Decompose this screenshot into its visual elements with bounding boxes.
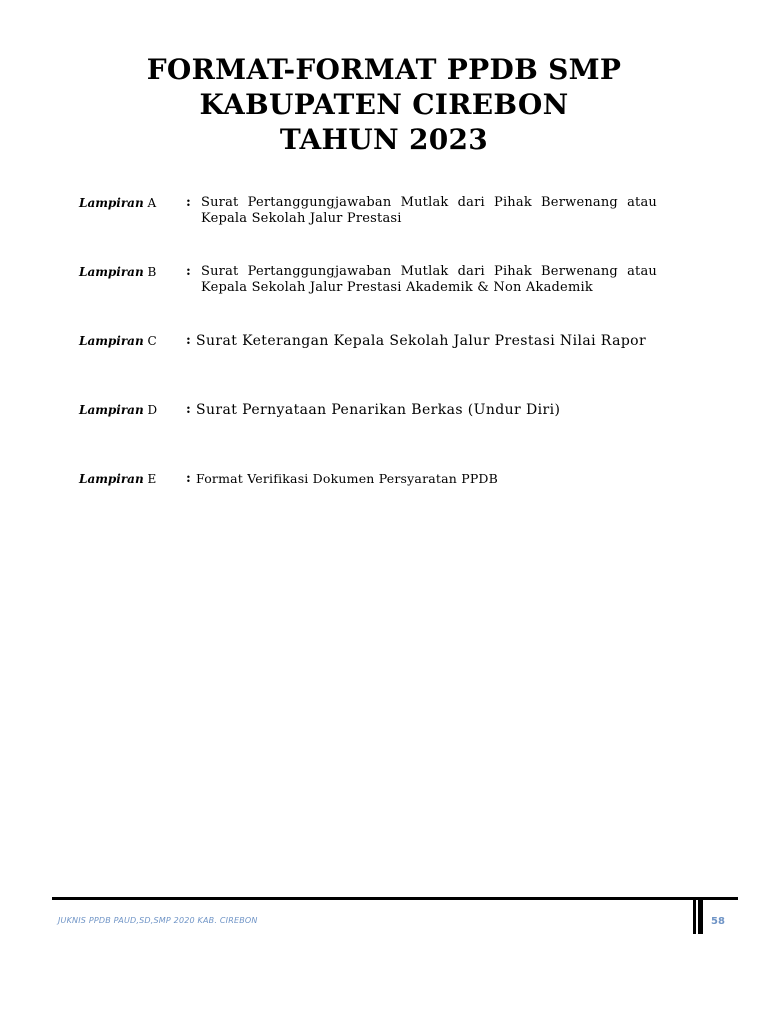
footer-text: JUKNIS PPDB PAUD,SD,SMP 2020 KAB. CIREBON bbox=[58, 916, 258, 925]
lampiran-word: Lampiran bbox=[79, 403, 144, 417]
lampiran-description: Surat Pernyataan Penarikan Berkas (Undur Diri) bbox=[196, 402, 561, 418]
lampiran-letter: B bbox=[147, 265, 157, 279]
lampiran-description: Surat Keterangan Kepala Sekolah Jalur Prestasi Nilai Rapor bbox=[196, 333, 647, 349]
lampiran-colon: : bbox=[186, 195, 191, 210]
lampiran-colon: : bbox=[186, 402, 191, 417]
lampiran-word: Lampiran bbox=[79, 472, 144, 486]
lampiran-label bbox=[79, 402, 183, 418]
lampiran-letter: A bbox=[147, 196, 157, 210]
lampiran-letter: C bbox=[147, 334, 157, 348]
lampiran-description: Surat Pertanggungjawaban Mutlak dari Pihak Berwenang atau Kepala Sekolah Jalur Prestasi Akademik & Non Akademik bbox=[201, 264, 657, 295]
title-line-3: TAHUN 2023 bbox=[279, 123, 489, 156]
lampiran-letter: D bbox=[147, 403, 158, 417]
title-line-1: FORMAT-FORMAT PPDB SMP bbox=[146, 53, 622, 86]
lampiran-description: Surat Pertanggungjawaban Mutlak dari Pihak Berwenang atau Kepala Sekolah Jalur Prestasi bbox=[201, 195, 657, 226]
title-line-2: KABUPATEN CIREBON bbox=[199, 88, 569, 121]
lampiran-label bbox=[79, 264, 183, 280]
lampiran-word: Lampiran bbox=[79, 196, 144, 210]
lampiran-label bbox=[79, 471, 183, 487]
lampiran-label bbox=[79, 333, 183, 349]
lampiran-letter: E bbox=[147, 472, 157, 486]
footer-divider bbox=[52, 897, 738, 900]
footer-bar-thin bbox=[693, 898, 696, 934]
lampiran-description: Format Verifikasi Dokumen Persyaratan PPDB bbox=[196, 471, 499, 486]
lampiran-colon: : bbox=[186, 471, 191, 486]
lampiran-label bbox=[79, 195, 183, 211]
lampiran-colon: : bbox=[186, 264, 191, 279]
lampiran-word: Lampiran bbox=[79, 265, 144, 279]
page-title bbox=[0, 52, 768, 157]
lampiran-colon: : bbox=[186, 333, 191, 348]
lampiran-word: Lampiran bbox=[79, 334, 144, 348]
footer-bar-thick bbox=[698, 898, 703, 934]
page-number: 58 bbox=[711, 916, 725, 927]
